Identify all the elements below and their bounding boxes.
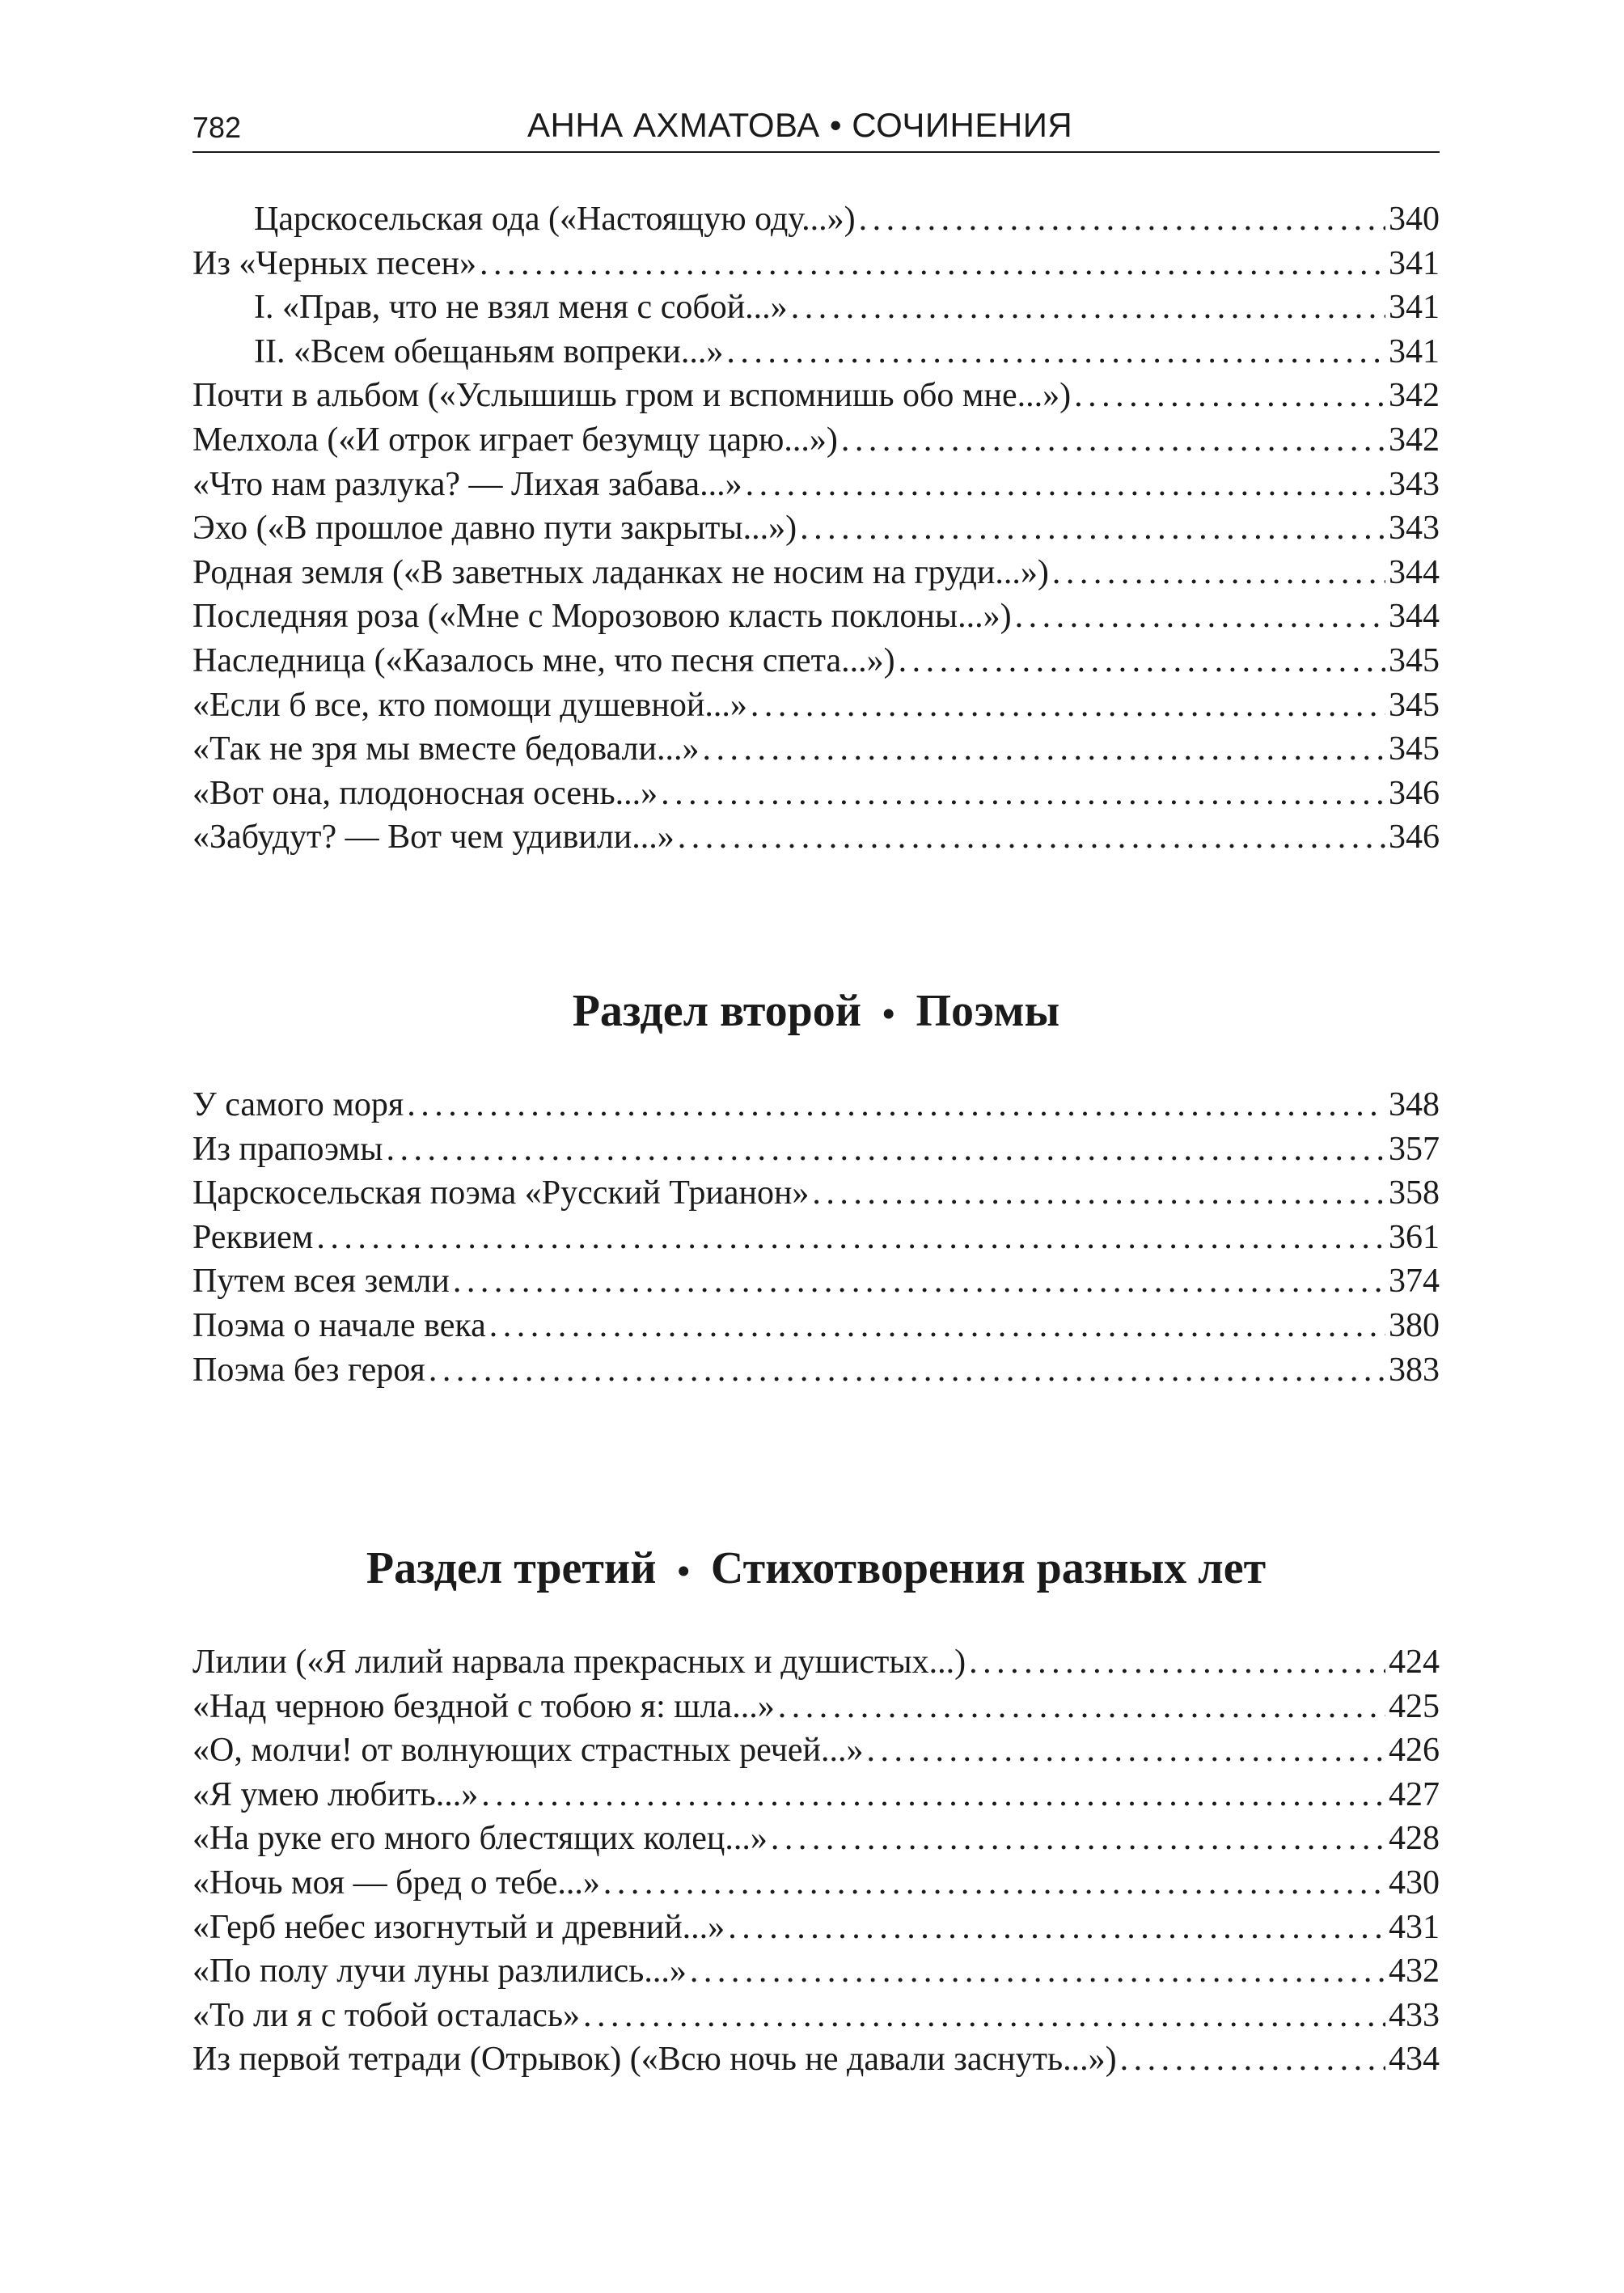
toc-entry-page: 348	[1389, 1086, 1440, 1123]
toc-entry-title: Царскосельская поэма «Русский Трианон»	[192, 1174, 810, 1212]
toc-entry	[192, 594, 1440, 639]
toc-entry-page: 340	[1389, 201, 1440, 238]
toc-entry-page: 426	[1389, 1732, 1440, 1770]
section-heading-label: Раздел второй	[572, 986, 862, 1036]
toc-entry-title: «Забудут? — Вот чем удивили...»	[192, 819, 675, 857]
dot-leader	[703, 727, 1386, 772]
toc-entry-title: Лилии («Я лилий нарвала прекрасных и душистых...)	[192, 1644, 966, 1681]
dot-leader	[429, 1348, 1385, 1393]
dot-leader	[481, 1773, 1385, 1817]
dot-leader	[1074, 374, 1385, 418]
toc-entry	[192, 727, 1440, 772]
toc-entry	[192, 197, 1440, 242]
dot-leader	[778, 1685, 1385, 1729]
toc-list-part1	[192, 197, 1440, 860]
section-heading-label: Раздел третий	[366, 1543, 657, 1593]
toc-entry-title: «Что нам разлука? — Лихая забава...»	[192, 465, 742, 503]
toc-entry-page: 343	[1389, 465, 1440, 503]
toc-entry	[192, 1083, 1440, 1127]
toc-entry	[192, 1304, 1440, 1348]
toc-entry	[192, 815, 1440, 860]
toc-entry	[192, 330, 1440, 374]
toc-entry-title: Из «Черных песен»	[192, 244, 476, 282]
toc-entry-title: Последняя роза («Мне с Морозовою класть поклоны...»)	[192, 598, 1012, 636]
toc-entry	[192, 1640, 1440, 1685]
bullet-separator: •	[677, 1551, 690, 1591]
toc-entry-page: 374	[1389, 1263, 1440, 1301]
toc-entry-title: II. «Всем обещаньям вопреки...»	[254, 332, 724, 370]
dot-leader	[726, 330, 1385, 374]
toc-entry-title: Родная земля («В заветных ладанках не носим на груди...»)	[192, 553, 1049, 591]
toc-entry-title: «Вот она, плодоносная осень...»	[192, 774, 658, 812]
dot-leader	[899, 639, 1385, 683]
toc-entry-title: «Я умею любить...»	[192, 1775, 479, 1813]
toc-entry-page: 432	[1389, 1952, 1440, 1991]
dot-leader	[603, 1861, 1385, 1906]
toc-entry-title: Царскосельская ода («Настоящую оду...»)	[254, 201, 856, 238]
toc-entry-page: 345	[1389, 686, 1440, 724]
toc-entry	[192, 506, 1440, 551]
toc-entry-title: «О, молчи! от волнующих страстных речей...»	[192, 1732, 864, 1770]
toc-entry	[192, 1259, 1440, 1304]
toc-entry	[192, 286, 1440, 330]
toc-entry-page: 346	[1389, 774, 1440, 812]
dot-leader	[867, 1728, 1386, 1773]
dot-leader	[969, 1640, 1385, 1685]
toc-entry-page: 424	[1389, 1644, 1440, 1681]
toc-entry-title: «Ночь моя — бред о тебе...»	[192, 1864, 600, 1902]
dot-leader	[800, 506, 1385, 551]
toc-entry	[192, 1127, 1440, 1172]
section-heading-3	[192, 1540, 1440, 1600]
toc-list-section3	[192, 1640, 1440, 2082]
dot-leader	[751, 683, 1385, 728]
dot-leader	[791, 286, 1385, 330]
toc-entry-page: 346	[1389, 819, 1440, 857]
dot-leader	[386, 1127, 1385, 1172]
toc-entry-page: 341	[1389, 289, 1440, 327]
dot-leader	[453, 1259, 1385, 1304]
dot-leader	[1052, 551, 1385, 595]
section-heading-title: Поэмы	[916, 986, 1060, 1036]
toc-entry	[192, 2037, 1440, 2082]
toc-entry-page: 430	[1389, 1864, 1440, 1902]
toc-entry-title: У самого моря	[192, 1086, 404, 1123]
toc-entry-title: «Герб небес изогнутый и древний...»	[192, 1908, 725, 1946]
toc-entry	[192, 1949, 1440, 1994]
toc-entry-page: 342	[1389, 421, 1440, 459]
running-head: АННА АХМАТОВА • СОЧИНЕНИЯ	[527, 106, 1073, 144]
toc-entry-page: 344	[1389, 598, 1440, 636]
toc-entry	[192, 1994, 1440, 2038]
dot-leader	[746, 463, 1385, 507]
section-heading-title: Стихотворения разных лет	[710, 1543, 1267, 1593]
toc-entry	[192, 1817, 1440, 1861]
toc-entry-title: Поэма без героя	[192, 1351, 425, 1389]
toc-entry-page: 434	[1389, 2041, 1440, 2079]
dot-leader	[859, 197, 1385, 242]
dot-leader	[489, 1304, 1385, 1348]
toc-entry-title: Мелхола («И отрок играет безумцу царю...»)	[192, 421, 838, 459]
toc-entry-page: 345	[1389, 730, 1440, 768]
toc-entry	[192, 1685, 1440, 1729]
toc-entry-title: «По полу лучи луны разлились...»	[192, 1952, 687, 1991]
toc-entry-page: 383	[1389, 1351, 1440, 1389]
toc-entry	[192, 551, 1440, 595]
toc-entry	[192, 1171, 1440, 1216]
toc-entry-title: Из первой тетради (Отрывок) («Всю ночь не давали заснуть...»)	[192, 2041, 1117, 2079]
toc-entry-page: 357	[1389, 1130, 1440, 1168]
toc-entry-title: «На руке его много блестящих колец...»	[192, 1820, 768, 1858]
dot-leader	[407, 1083, 1385, 1127]
toc-entry	[192, 639, 1440, 683]
toc-entry-title: I. «Прав, что не взял меня с собой...»	[254, 289, 788, 327]
toc-entry-title: Почти в альбом («Услышишь гром и вспомнишь обо мне...»)	[192, 377, 1072, 415]
toc-entry-title: «Если б все, кто помощи душевной...»	[192, 686, 747, 724]
toc-entry	[192, 242, 1440, 286]
toc-entry-page: 342	[1389, 377, 1440, 415]
toc-entry-page: 344	[1389, 553, 1440, 591]
toc-entry-title: Эхо («В прошлое давно пути закрыты...»)	[192, 510, 797, 548]
dot-leader	[678, 815, 1385, 860]
toc-entry	[192, 374, 1440, 418]
toc-entry	[192, 1773, 1440, 1817]
bullet-separator: •	[882, 994, 895, 1034]
dot-leader	[728, 1906, 1385, 1950]
toc-entry-page: 428	[1389, 1820, 1440, 1858]
toc-entry	[192, 463, 1440, 507]
page-number: 782	[192, 111, 242, 144]
dot-leader	[661, 772, 1385, 816]
toc-entry	[192, 1861, 1440, 1906]
dot-leader	[1120, 2037, 1385, 2082]
dot-leader	[812, 1171, 1385, 1216]
toc-entry	[192, 772, 1440, 816]
toc-entry-page: 427	[1389, 1775, 1440, 1813]
dot-leader	[583, 1994, 1385, 2038]
toc-entry-page: 433	[1389, 1996, 1440, 2034]
toc-entry-title: «Так не зря мы вместе бедовали...»	[192, 730, 700, 768]
toc-entry-page: 345	[1389, 641, 1440, 679]
toc-entry-title: Из прапоэмы	[192, 1130, 383, 1168]
dot-leader	[690, 1949, 1385, 1994]
toc-entry-page: 358	[1389, 1174, 1440, 1212]
dot-leader	[1015, 594, 1385, 639]
toc-entry-page: 361	[1389, 1218, 1440, 1256]
toc-entry-title: Поэма о начале века	[192, 1306, 486, 1344]
dot-leader	[771, 1817, 1385, 1861]
dot-leader	[316, 1216, 1385, 1260]
dot-leader	[480, 242, 1385, 286]
toc-entry	[192, 418, 1440, 463]
toc-entry-page: 341	[1389, 244, 1440, 282]
header-rule	[192, 151, 1440, 153]
toc-entry	[192, 683, 1440, 728]
toc-entry-title: Реквием	[192, 1218, 314, 1256]
toc-entry	[192, 1728, 1440, 1773]
toc-list-section2	[192, 1083, 1440, 1392]
toc-entry-page: 380	[1389, 1306, 1440, 1344]
toc-entry-page: 343	[1389, 510, 1440, 548]
toc-entry-title: Наследница («Казалось мне, что песня спета...»)	[192, 641, 895, 679]
toc-entry	[192, 1216, 1440, 1260]
toc-entry	[192, 1348, 1440, 1393]
toc-entry-title: Путем всея земли	[192, 1263, 450, 1301]
toc-entry-page: 341	[1389, 332, 1440, 370]
toc-entry-page: 425	[1389, 1687, 1440, 1725]
toc-entry	[192, 1906, 1440, 1950]
dot-leader	[841, 418, 1385, 463]
section-heading-2	[192, 983, 1440, 1043]
toc-entry-title: «Над черною бездной с тобою я: шла...»	[192, 1687, 775, 1725]
toc-entry-title: «То ли я с тобой осталась»	[192, 1996, 581, 2034]
toc-entry-page: 431	[1389, 1908, 1440, 1946]
